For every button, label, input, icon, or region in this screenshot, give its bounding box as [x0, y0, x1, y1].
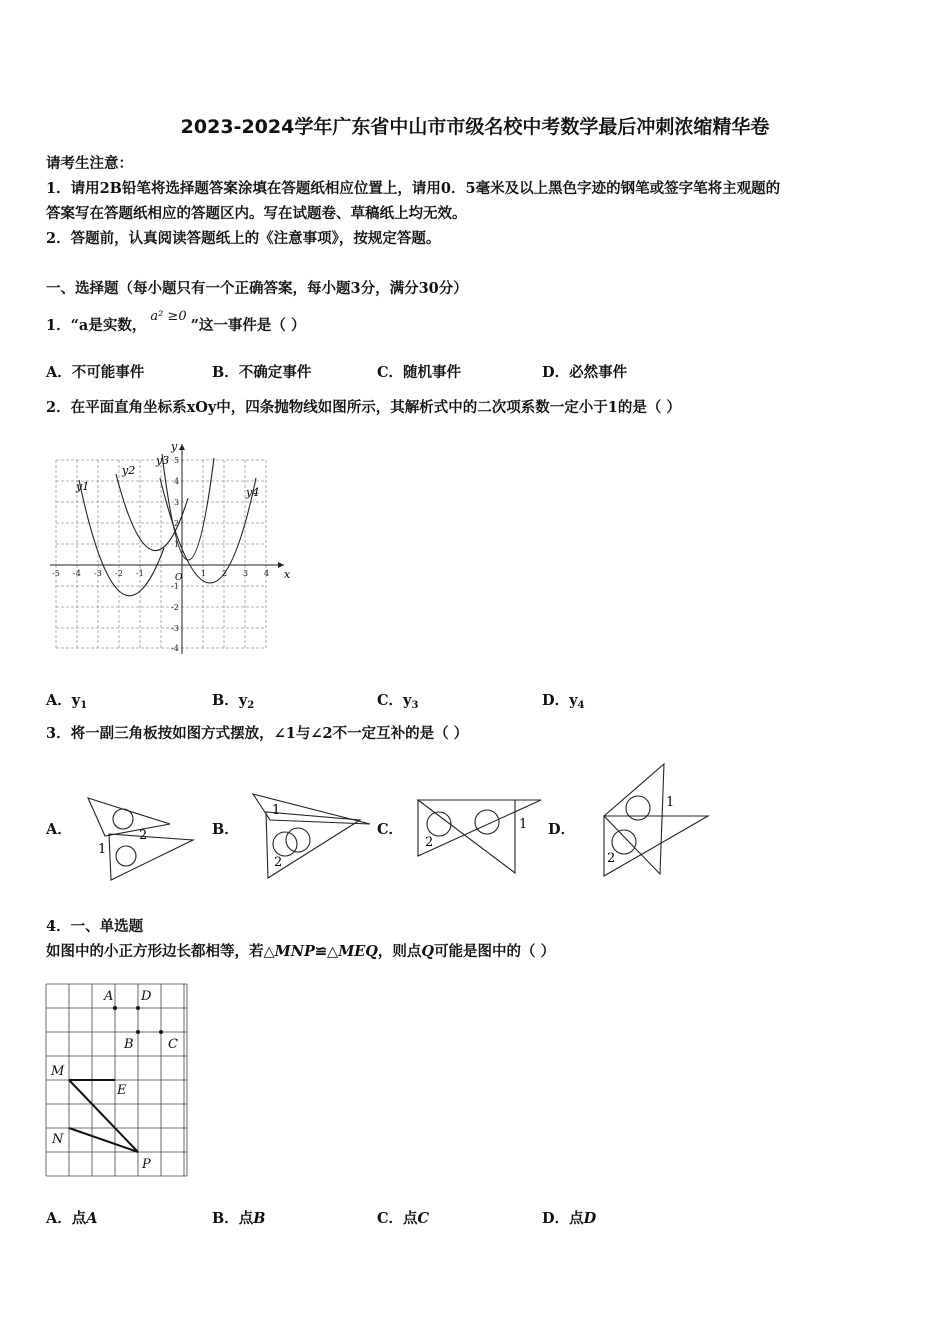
- q4-option-c[interactable]: C．点C: [377, 1210, 430, 1227]
- label-y3: y3: [156, 454, 170, 467]
- y-tick: 5: [174, 456, 180, 465]
- angle-1-label: 1: [666, 795, 675, 810]
- q1-prefix: 1．“a是实数，: [46, 317, 147, 334]
- label-a: A: [104, 989, 114, 1004]
- q1-suffix: ”这一事件是（ ）: [190, 317, 306, 334]
- x-tick: -4: [73, 569, 81, 578]
- notice-heading: 请考生注意：: [46, 155, 133, 172]
- point-a: [113, 1006, 117, 1010]
- label-y1: y1: [76, 480, 90, 493]
- angle-1-label: 1: [272, 803, 281, 818]
- angle-2-label: 2: [139, 828, 148, 843]
- q4-option-b[interactable]: B．点B: [212, 1210, 266, 1227]
- x-axis-label: x: [284, 568, 291, 581]
- q3-option-b[interactable]: B．: [212, 821, 239, 838]
- label-e: E: [117, 1083, 127, 1098]
- angle-2-label: 2: [274, 855, 283, 870]
- notice-item-1-line-1: 1．请用2B铅笔将选择题答案涂填在答题纸相应位置上，请用0．5毫米及以上黑色字迹的钢笔或签字笔将主观题的: [46, 180, 781, 197]
- point-b: [136, 1030, 140, 1034]
- label-d: D: [141, 989, 152, 1004]
- label-y2: y2: [122, 464, 136, 477]
- y-tick: -3: [171, 624, 179, 633]
- q3-option-c[interactable]: C．: [377, 821, 404, 838]
- angle-2-label: 2: [425, 835, 434, 850]
- y-axis-label: y: [171, 440, 178, 453]
- q4-option-a[interactable]: A．点A: [46, 1210, 98, 1227]
- point-d: [136, 1006, 140, 1010]
- q2-option-a[interactable]: A．$y_1$: [46, 692, 88, 711]
- y-tick: 4: [174, 477, 180, 486]
- q1-option-a[interactable]: A．不可能事件: [46, 364, 145, 381]
- section-1-heading: 一、选择题（每小题只有一个正确答案，每小题3分，满分30分）: [46, 280, 468, 297]
- label-m: M: [51, 1064, 65, 1079]
- notice-item-2: 2．答题前，认真阅读答题纸上的《注意事项》，按规定答题。: [46, 230, 441, 247]
- y-tick: -1: [171, 582, 179, 591]
- label-c: C: [168, 1037, 178, 1052]
- y-tick: -2: [171, 603, 179, 612]
- question-4: 如图中的小正方形边长都相等，若△MNP≌△MEQ，则点Q可能是图中的（ ）: [46, 943, 556, 960]
- q4-option-d[interactable]: D．点D: [542, 1210, 597, 1227]
- x-tick: -3: [94, 569, 102, 578]
- q2-option-c[interactable]: C．$y_3$: [377, 692, 419, 711]
- q3-option-a[interactable]: A．: [46, 821, 72, 838]
- x-tick: 2: [222, 569, 228, 578]
- origin-label: O: [175, 573, 183, 583]
- grid-figure: [44, 982, 192, 1178]
- q4-heading: 4．一、单选题: [46, 918, 144, 935]
- angle-2-label: 2: [607, 851, 616, 866]
- page-title: 2023-2024学年广东省中山市市级名校中考数学最后冲刺浓缩精华卷: [180, 116, 770, 138]
- q3-figure-a: [85, 792, 200, 884]
- x-tick: 4: [264, 569, 270, 578]
- y-tick: 1: [174, 540, 180, 549]
- y-tick: 3: [174, 498, 180, 507]
- q1-option-b[interactable]: B．不确定事件: [212, 364, 312, 381]
- q2-option-b[interactable]: B．$y_2$: [212, 692, 255, 711]
- q1-formula: a² ≥0: [150, 309, 187, 324]
- q3-figure-b: [250, 790, 375, 882]
- label-y4: y4: [246, 486, 260, 499]
- q1-option-d[interactable]: D．必然事件: [542, 364, 628, 381]
- y-tick: -4: [171, 644, 179, 653]
- parabola-graph: [46, 438, 296, 660]
- label-n: N: [52, 1132, 64, 1147]
- parabola-y1: [79, 480, 164, 596]
- x-tick: 1: [201, 569, 207, 578]
- q2-option-d[interactable]: D．$y_4$: [542, 692, 585, 711]
- q3-figure-d: [598, 762, 713, 880]
- angle-1-label: 1: [519, 817, 528, 832]
- q1-option-c[interactable]: C．随机事件: [377, 364, 462, 381]
- q3-option-d[interactable]: D．: [548, 821, 576, 838]
- y-tick: 2: [174, 519, 180, 528]
- point-c: [159, 1030, 163, 1034]
- question-2: 2．在平面直角坐标系xOy中，四条抛物线如图所示，其解析式中的二次项系数一定小于1的是（ ）: [46, 399, 681, 416]
- angle-1-label: 1: [98, 842, 107, 857]
- label-p: P: [142, 1157, 151, 1172]
- q3-figure-c: [415, 796, 547, 876]
- label-b: B: [124, 1037, 134, 1052]
- notice-item-1-line-2: 答案写在答题纸相应的答题区内。写在试题卷、草稿纸上均无效。: [46, 205, 467, 222]
- x-tick: -2: [115, 569, 123, 578]
- question-3: 3．将一副三角板按如图方式摆放，∠1与∠2不一定互补的是（ ）: [46, 725, 469, 742]
- x-tick: 3: [243, 569, 249, 578]
- x-tick: -1: [136, 569, 144, 578]
- x-tick: -5: [52, 569, 60, 578]
- question-1: [46, 309, 306, 335]
